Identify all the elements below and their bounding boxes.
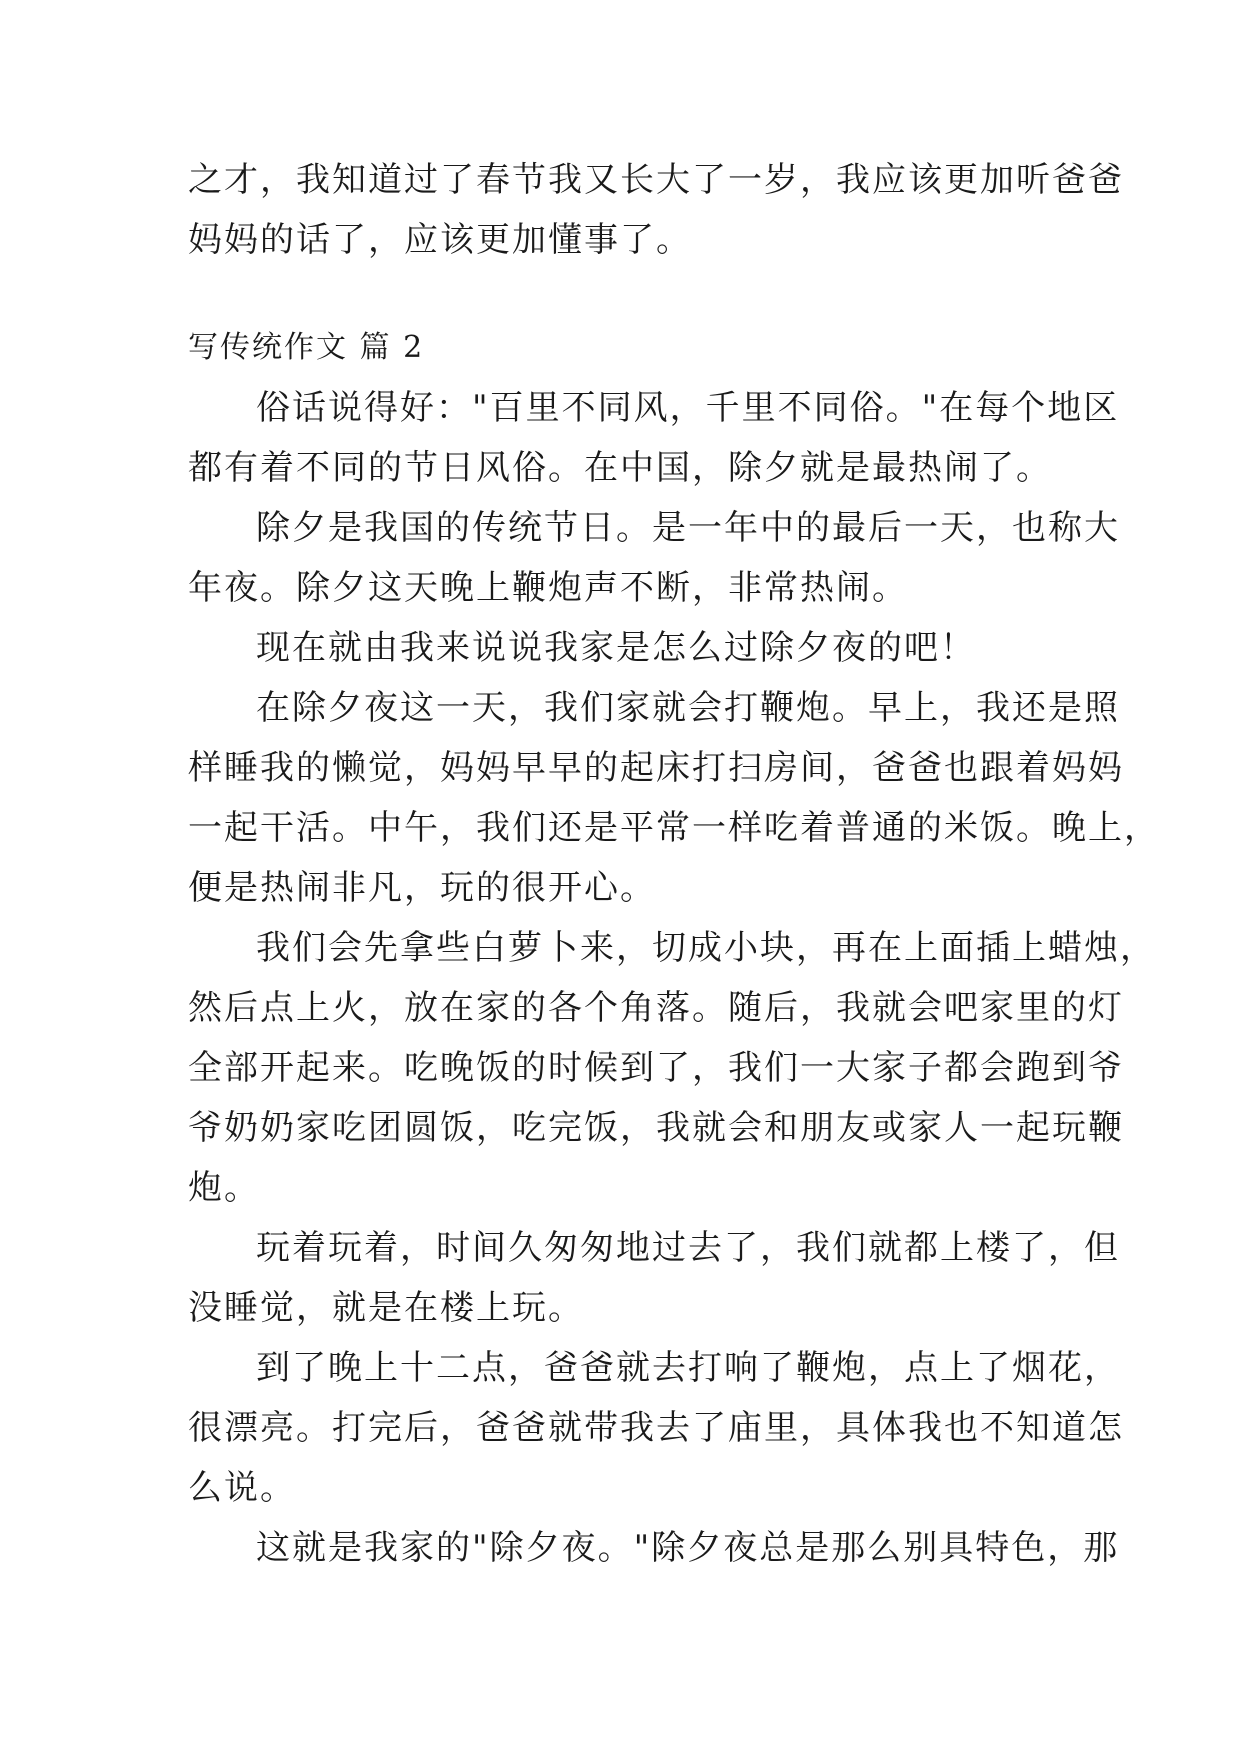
text-line: 爷奶奶家吃团圆饭，吃完饭，我就会和朋友或家人一起玩鞭	[188, 1108, 1124, 1148]
text-line: 都有着不同的节日风俗。在中国，除夕就是最热闹了。	[188, 448, 1052, 488]
paragraph-first-line: 在除夕夜这一天，我们家就会打鞭炮。早上，我还是照	[256, 688, 1120, 728]
text-line: 么说。	[188, 1468, 296, 1508]
paragraph-first-line: 我们会先拿些白萝卜来，切成小块，再在上面插上蜡烛，	[256, 928, 1156, 968]
text-line: 年夜。除夕这天晚上鞭炮声不断，非常热闹。	[188, 568, 908, 608]
paragraph-first-line: 到了晚上十二点，爸爸就去打响了鞭炮，点上了烟花，	[256, 1348, 1120, 1388]
text-line: 一起干活。中午，我们还是平常一样吃着普通的米饭。晚上，	[188, 808, 1160, 848]
text-line: 没睡觉，就是在楼上玩。	[188, 1288, 584, 1328]
text-line: 之才，我知道过了春节我又长大了一岁，我应该更加听爸爸	[188, 160, 1124, 200]
paragraph-first-line: 这就是我家的"除夕夜。"除夕夜总是那么别具特色，那	[256, 1528, 1120, 1568]
paragraph-first-line: 除夕是我国的传统节日。是一年中的最后一天，也称大	[256, 508, 1120, 548]
paragraph-first-line: 玩着玩着，时间久匆匆地过去了，我们就都上楼了，但	[256, 1228, 1120, 1268]
text-line: 便是热闹非凡，玩的很开心。	[188, 868, 656, 908]
text-line: 全部开起来。吃晚饭的时候到了，我们一大家子都会跑到爷	[188, 1048, 1124, 1088]
text-line: 炮。	[188, 1168, 260, 1208]
paragraph-first-line: 现在就由我来说说我家是怎么过除夕夜的吧！	[256, 628, 976, 668]
text-line: 样睡我的懒觉，妈妈早早的起床打扫房间，爸爸也跟着妈妈	[188, 748, 1124, 788]
text-line: 很漂亮。打完后，爸爸就带我去了庙里，具体我也不知道怎	[188, 1408, 1124, 1448]
document-body	[188, 150, 1160, 1578]
text-line: 妈妈的话了，应该更加懂事了。	[188, 220, 692, 260]
section-title: 写传统作文 篇 2	[188, 330, 425, 365]
paragraph-first-line: 俗话说得好："百里不同风，千里不同俗。"在每个地区	[256, 388, 1120, 428]
text-line: 然后点上火，放在家的各个角落。随后，我就会吧家里的灯	[188, 988, 1124, 1028]
